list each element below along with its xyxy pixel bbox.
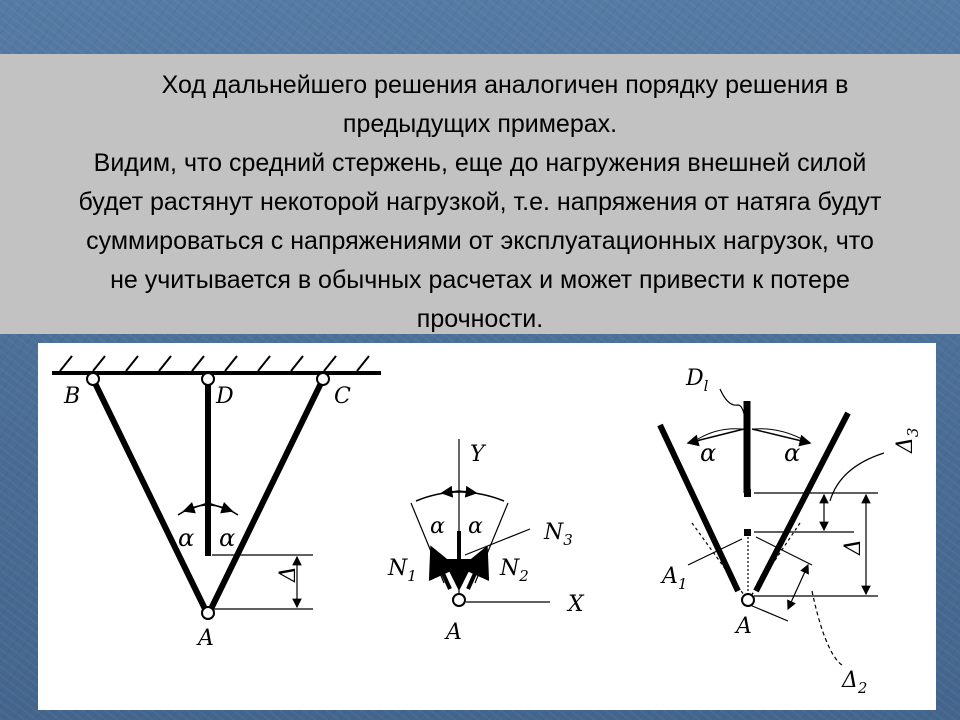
label-axis-x: X (568, 592, 584, 617)
intro-line-1: Ход дальнейшего решения аналогичен порядку решения в (161, 71, 849, 99)
node-a1 (744, 529, 751, 536)
bar-right (210, 379, 323, 611)
figure-force-diagram (387, 439, 585, 645)
node-d1 (744, 489, 751, 497)
intro-paragraph (0, 66, 960, 144)
node-a (742, 594, 754, 606)
label-angle-left: α (700, 439, 717, 467)
label-n2: $N_2$ (500, 556, 529, 585)
label-angle-left: α (178, 524, 195, 552)
d1-leader (720, 389, 746, 427)
explanation-line-5: прочности. (416, 305, 544, 333)
label-delta3: $\Delta_3$ (893, 427, 922, 453)
diagram-panel (38, 343, 936, 710)
label-c: C (334, 384, 351, 409)
angle-arc-left (698, 429, 742, 439)
label-a: A (446, 620, 462, 645)
explanation-line-3: суммироваться с напряжениями от эксплуатационных нагрузок, что (86, 227, 874, 255)
delta3-leader (830, 453, 884, 501)
explanation-paragraph (0, 144, 960, 339)
node-a (453, 594, 465, 606)
explanation-line-4: не учитывается в обычных расчетах и может привести к потере (110, 266, 850, 294)
label-axis-y: Y (470, 442, 485, 467)
delta2-leader (812, 591, 842, 665)
label-n1: $N_1$ (388, 556, 417, 585)
figure-deformation-diagram (660, 366, 922, 697)
bar-right-initial (756, 413, 848, 591)
label-angle-right: α (219, 524, 236, 552)
text-panel (0, 54, 960, 334)
force-n1-arrow (432, 549, 450, 589)
force-n2-arrow (468, 549, 486, 589)
label-angle-right: α (468, 514, 483, 539)
label-angle-right: α (784, 439, 801, 467)
label-delta2: $\Delta_2$ (842, 668, 868, 697)
label-delta: Δ (841, 539, 866, 555)
label-b: B (64, 384, 81, 409)
label-a: A (736, 614, 752, 639)
label-delta: Δ (276, 566, 301, 582)
hinge-c (317, 373, 329, 385)
intro-line-2: предыдущих примерах. (342, 110, 618, 138)
delta2-arrow (798, 565, 808, 587)
explanation-line-1: Видим, что средний стержень, еще до нагружения внешней силой (93, 149, 867, 177)
label-a: A (198, 626, 214, 651)
angle-arc (416, 492, 504, 501)
label-d: D (216, 384, 234, 409)
angle-arc-right (754, 429, 802, 439)
explanation-line-2: будет растянут некоторой нагрузкой, т.е. напряжения от натяга будут (78, 188, 882, 216)
label-n3: $N_3$ (544, 520, 573, 549)
hinge-b (87, 373, 99, 385)
hinge-a (202, 607, 214, 619)
support-hatching (60, 356, 369, 371)
bar-left (93, 379, 206, 611)
hinge-d (202, 373, 214, 385)
bar-left-deformed (692, 523, 747, 599)
figure-three-bar-system (52, 356, 381, 651)
label-d1: $D_l$ (686, 366, 709, 395)
label-a1: $A_1$ (662, 564, 688, 593)
label-angle-left: α (430, 514, 445, 539)
